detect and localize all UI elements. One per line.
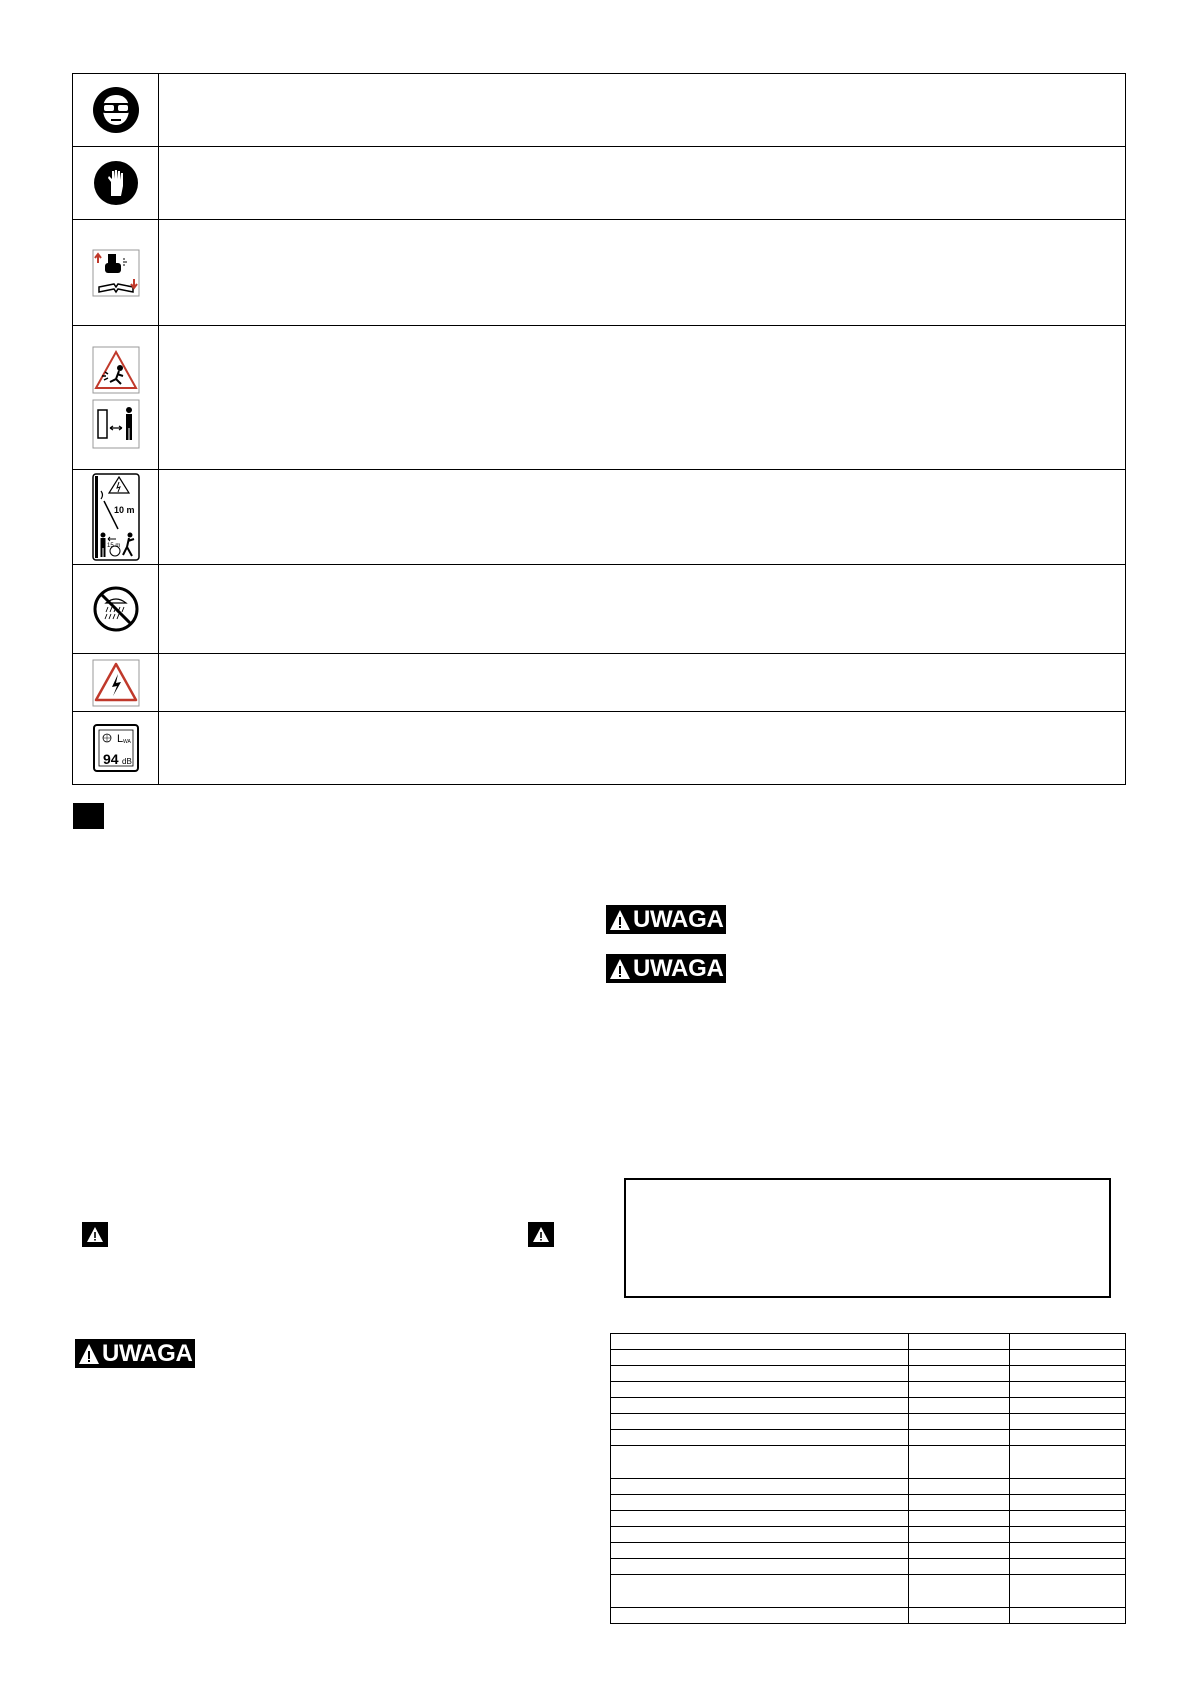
- symbol-icon-cell: [73, 565, 159, 654]
- table-row: [611, 1575, 1126, 1608]
- symbol-row: [73, 470, 1126, 565]
- table-row: [611, 1608, 1126, 1624]
- spec-unit: [909, 1543, 1010, 1559]
- spec-table: [610, 1333, 1126, 1624]
- spec-label: [611, 1608, 909, 1624]
- symbol-row: [73, 220, 1126, 326]
- spec-value: [1010, 1350, 1126, 1366]
- spec-label: [611, 1398, 909, 1414]
- symbol-description: [159, 712, 1126, 785]
- spec-value: [1010, 1543, 1126, 1559]
- warning-text: UWAGA: [633, 905, 724, 933]
- spec-label: [611, 1382, 909, 1398]
- spec-value: [1010, 1495, 1126, 1511]
- distance-label: 10 m: [113, 505, 135, 515]
- symbol-description: [159, 470, 1126, 565]
- table-row: [611, 1559, 1126, 1575]
- warning-triangle-icon: [532, 1226, 550, 1243]
- spec-label: [611, 1527, 909, 1543]
- symbol-description: [159, 220, 1126, 326]
- table-row: [611, 1414, 1126, 1430]
- warning-label: [606, 954, 726, 983]
- spec-label: [611, 1575, 909, 1608]
- table-row: [611, 1366, 1126, 1382]
- symbol-icon-cell: [73, 147, 159, 220]
- spec-label: [611, 1366, 909, 1382]
- spec-label: [611, 1430, 909, 1446]
- spec-label: [611, 1543, 909, 1559]
- sound-level-unit: dB: [121, 757, 132, 766]
- table-row: [611, 1334, 1126, 1350]
- spec-unit: [909, 1366, 1010, 1382]
- spec-unit: [909, 1334, 1010, 1350]
- spec-value: [1010, 1446, 1126, 1479]
- symbol-description: [159, 565, 1126, 654]
- warning-label: [75, 1339, 195, 1368]
- spec-unit: [909, 1527, 1010, 1543]
- spec-label: [611, 1495, 909, 1511]
- table-row: [611, 1430, 1126, 1446]
- symbol-icon-cell: [73, 654, 159, 712]
- spec-label: [611, 1334, 909, 1350]
- spec-value: [1010, 1430, 1126, 1446]
- spec-label: [611, 1446, 909, 1479]
- safety-goggles-icon: [92, 86, 140, 134]
- table-row: [611, 1511, 1126, 1527]
- symbol-description: [159, 74, 1126, 147]
- warning-triangle-icon: [86, 1226, 104, 1243]
- spec-value: [1010, 1414, 1126, 1430]
- spec-value: [1010, 1511, 1126, 1527]
- spec-label: [611, 1511, 909, 1527]
- spec-label: [611, 1414, 909, 1430]
- symbol-row: [73, 654, 1126, 712]
- sound-power-level-icon: [92, 723, 140, 773]
- spec-value: [1010, 1608, 1126, 1624]
- symbol-icon-cell: [73, 74, 159, 147]
- symbol-icon-cell: [73, 470, 159, 565]
- symbol-row: [73, 74, 1126, 147]
- protective-gloves-icon: [93, 160, 139, 206]
- table-row: [611, 1382, 1126, 1398]
- table-row: [611, 1398, 1126, 1414]
- warning-label: [606, 905, 726, 934]
- warning-icon-box: [528, 1222, 554, 1247]
- symbol-row: [73, 712, 1126, 785]
- symbol-icon-cell: [73, 220, 159, 326]
- spec-value: [1010, 1382, 1126, 1398]
- table-row: [611, 1446, 1126, 1479]
- symbol-row: [73, 326, 1126, 470]
- spec-unit: [909, 1559, 1010, 1575]
- spec-unit: [909, 1511, 1010, 1527]
- warning-triangle-icon: [78, 1343, 100, 1365]
- symbols-table: [72, 73, 1126, 785]
- power-lines-10m-icon: [92, 473, 140, 561]
- symbol-icon-cell: [73, 326, 159, 470]
- symbol-icon-cell: [73, 712, 159, 785]
- table-row: [611, 1350, 1126, 1366]
- warning-triangle-icon: [609, 958, 631, 980]
- symbol-description: [159, 147, 1126, 220]
- table-row: [611, 1479, 1126, 1495]
- table-row: [611, 1527, 1126, 1543]
- spec-label: [611, 1559, 909, 1575]
- symbol-row: [73, 565, 1126, 654]
- table-row: [611, 1543, 1126, 1559]
- symbol-description: [159, 326, 1126, 470]
- sound-level-value: 94: [102, 751, 119, 767]
- spec-unit: [909, 1575, 1010, 1608]
- warning-icon-box: [82, 1222, 108, 1247]
- spec-value: [1010, 1559, 1126, 1575]
- warning-text: UWAGA: [633, 954, 724, 982]
- spec-value: [1010, 1366, 1126, 1382]
- symbol-description: [159, 654, 1126, 712]
- spec-unit: [909, 1350, 1010, 1366]
- section-marker: [73, 803, 104, 829]
- table-row: [611, 1495, 1126, 1511]
- sound-level-subscript: WA: [122, 739, 131, 745]
- spec-value: [1010, 1334, 1126, 1350]
- spec-value: [1010, 1575, 1126, 1608]
- spec-label: [611, 1479, 909, 1495]
- spec-value: [1010, 1527, 1126, 1543]
- spec-unit: [909, 1479, 1010, 1495]
- spec-unit: [909, 1414, 1010, 1430]
- warning-text: UWAGA: [102, 1339, 193, 1367]
- read-manual-vibration-icon: [92, 249, 140, 297]
- sound-level-letter: L: [116, 733, 123, 745]
- spec-unit: [909, 1430, 1010, 1446]
- spec-label: [611, 1350, 909, 1366]
- spec-unit: [909, 1446, 1010, 1479]
- spec-value: [1010, 1479, 1126, 1495]
- warning-triangle-icon: [609, 909, 631, 931]
- spec-unit: [909, 1495, 1010, 1511]
- spec-unit: [909, 1398, 1010, 1414]
- thrown-objects-distance-icon: [92, 346, 140, 450]
- distance-label: 15 m: [106, 543, 120, 549]
- electric-shock-warning-icon: [92, 659, 140, 707]
- spec-unit: [909, 1382, 1010, 1398]
- spec-unit: [909, 1608, 1010, 1624]
- spec-value: [1010, 1398, 1126, 1414]
- info-box: [624, 1178, 1111, 1298]
- symbol-row: [73, 147, 1126, 220]
- no-rain-icon: [92, 585, 140, 633]
